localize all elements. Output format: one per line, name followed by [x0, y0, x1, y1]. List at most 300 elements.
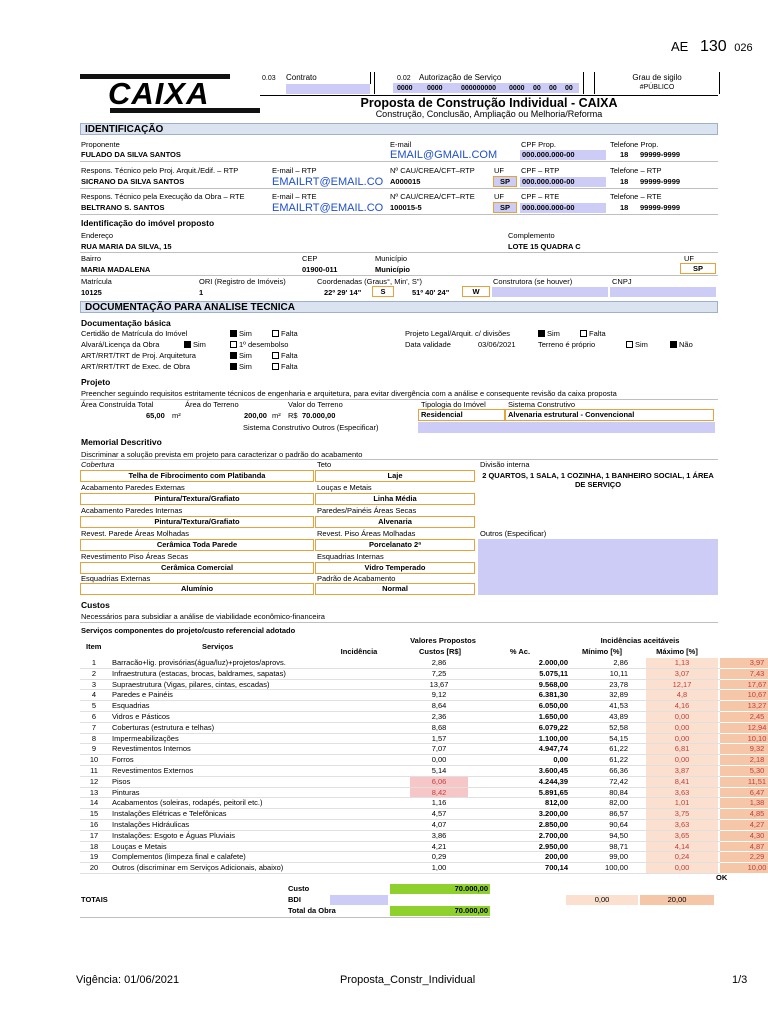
cell-incidencia[interactable]: 8,42 — [410, 788, 468, 798]
tel-prop-ddd[interactable]: 18 — [620, 150, 629, 159]
memorial-desc: Discriminar a solução prevista em projeto para caracterizar o padrão do acabamento — [81, 450, 363, 459]
servicos-title: Serviços componentes do projeto/custo referencial adotado — [81, 626, 296, 635]
coord-label: Coordenadas (Graus°, Min', S") — [317, 277, 423, 286]
lon-dir[interactable]: W — [462, 286, 490, 297]
cau-rte-value[interactable]: 100015-5 — [390, 203, 422, 212]
cell-servico: Vidros e Pásticos — [112, 712, 170, 721]
cell-custo[interactable]: 6.079,22 — [538, 722, 568, 732]
table-row — [80, 841, 765, 853]
col-min-header: Mínimo [%] — [582, 647, 622, 656]
projeto-legal-sim[interactable] — [538, 329, 560, 338]
cell-custo[interactable]: 2.950,00 — [538, 841, 568, 851]
autorizacao-part: 0000 — [397, 85, 413, 92]
cell-custo[interactable]: 4.947,74 — [538, 744, 568, 754]
cell-max: 2,45 — [720, 712, 768, 722]
cell-item: 12 — [89, 776, 99, 786]
projeto-legal-falta[interactable] — [580, 329, 606, 338]
tel-rtp-value[interactable]: 99999-9999 — [640, 177, 681, 186]
cell-custo[interactable]: 0,00 — [553, 755, 568, 765]
esq-int-value[interactable]: Vidro Temperado — [315, 562, 475, 574]
cell-incidencia[interactable]: 7,07 — [431, 744, 447, 754]
cell-custo[interactable]: 3.600,45 — [538, 766, 568, 775]
cell-incidencia[interactable]: 3,86 — [431, 830, 447, 840]
col-incidencia-header: Incidência — [340, 647, 378, 656]
cau-rtp-value[interactable]: A000015 — [390, 177, 421, 186]
cell-servico: Louças e Metais — [112, 841, 167, 851]
cell-incidencia[interactable]: 0,00 — [431, 755, 447, 765]
col-max-header: Máximo [%] — [656, 647, 698, 656]
cell-incidencia[interactable]: 4,07 — [431, 820, 447, 829]
area-construida-unit: m² — [172, 411, 181, 420]
checkbox-checked-icon — [230, 352, 237, 359]
cell-servico: Supraestrutura (Vigas, pilares, cintas, escadas) — [112, 679, 270, 689]
data-validade-value[interactable]: 03/06/2021 — [478, 340, 516, 349]
endereco-label: Endereço — [81, 231, 114, 240]
alvara-primeiro-desembolso[interactable] — [230, 340, 288, 349]
custos-title: Custos — [81, 600, 110, 610]
ori-value[interactable]: 1 — [199, 288, 204, 297]
cell-min: 3,63 — [646, 820, 718, 830]
table-row — [80, 809, 765, 820]
esq-int-label: Esquadrias Internas — [317, 552, 384, 561]
certidao-sim[interactable] — [230, 329, 252, 338]
cell-pct: 43,89 — [609, 712, 628, 721]
cell-custo[interactable]: 9.568,00 — [538, 679, 568, 689]
email-rtp-value[interactable]: EMAILRT@EMAIL.CO — [272, 176, 384, 188]
cpf-prop-label: CPF Prop. — [521, 140, 557, 149]
email-rte-label: E-mail – RTE — [272, 192, 317, 201]
cell-custo[interactable]: 2.700,00 — [538, 830, 568, 840]
matricula-label: Matrícula — [81, 277, 112, 286]
tel-rte-value[interactable]: 99999-9999 — [640, 203, 681, 212]
primeiro-desembolso-label: 1º desembolso — [239, 340, 289, 349]
cau-rte-label: Nº CAU/CREA/CFT–RTE — [390, 192, 475, 201]
paredes-paineis-value[interactable]: Alvenaria — [315, 516, 475, 528]
checkbox-icon — [230, 341, 237, 348]
esq-ext-value[interactable]: Alumínio — [80, 583, 314, 595]
cell-incidencia[interactable]: 1,16 — [431, 798, 447, 808]
cell-item: 1 — [91, 658, 97, 667]
cell-item: 6 — [91, 712, 97, 721]
sigilo-label: Grau de sigilo — [632, 73, 682, 82]
tel-rtp-label: Telefone – RTP — [610, 166, 662, 175]
tel-prop-value[interactable]: 99999-9999 — [640, 150, 681, 159]
sistema-value[interactable]: Alvenaria estrutural - Convencional — [505, 409, 714, 421]
autorizacao-field — [374, 72, 584, 94]
cell-incidencia[interactable]: 9,12 — [431, 690, 447, 700]
caixa-logo — [80, 72, 260, 114]
proponente-value[interactable]: FULADO DA SILVA SANTOS — [81, 150, 181, 159]
lon-value[interactable]: 51º 40' 24" — [412, 288, 450, 297]
sigilo-value: #PÚBLICO — [639, 84, 675, 91]
cell-incidencia[interactable]: 8,68 — [431, 722, 447, 732]
rtp-value[interactable]: SICRANO DA SILVA SANTOS — [81, 177, 185, 186]
rte-value[interactable]: BELTRANO S. SANTOS — [81, 203, 165, 212]
valor-terreno-rs: R$ — [288, 411, 298, 420]
divisao-value[interactable]: 2 QUARTOS, 1 SALA, 1 COZINHA, 1 BANHEIRO SOCIAL, 1 ÁREA DE SERVIÇO — [482, 471, 714, 489]
cell-item: 3 — [91, 679, 97, 689]
cell-incidencia[interactable]: 2,86 — [431, 658, 447, 667]
padrao-value[interactable]: Normal — [315, 583, 475, 595]
cell-max: 11,51 — [720, 777, 768, 787]
cell-item: 5 — [91, 701, 97, 711]
custos-desc: Necessários para subsidiar a análise de viabilidade econômico-financeira — [81, 612, 325, 621]
cell-custo[interactable]: 700,14 — [545, 863, 568, 873]
cell-min: 1,01 — [646, 798, 718, 808]
area-terreno-value[interactable]: 200,00 — [244, 411, 267, 420]
cell-max: 7,43 — [720, 669, 768, 679]
table-row — [80, 852, 765, 863]
checkbox-checked-icon — [230, 363, 237, 370]
art-exec-label: ART/RRT/TRT de Exec. de Obra — [81, 362, 191, 371]
area-construida-value[interactable]: 65,00 — [146, 411, 165, 420]
table-row — [80, 679, 767, 691]
cell-pct: 86,57 — [609, 809, 628, 819]
esq-ext-label: Esquadrias Externas — [81, 574, 151, 583]
cell-custo[interactable]: 3.200,00 — [538, 809, 568, 819]
cell-pct: 32,89 — [609, 690, 628, 700]
revest-piso-secas-value[interactable]: Cerâmica Comercial — [80, 562, 314, 574]
cell-incidencia[interactable]: 4,57 — [431, 809, 447, 819]
cell-incidencia[interactable]: 7,25 — [431, 668, 447, 678]
cell-custo[interactable]: 200,00 — [545, 852, 568, 862]
cell-item: 18 — [89, 841, 99, 851]
construtora-label: Construtora (se houver) — [493, 277, 573, 286]
contrato-code: 0.03 — [262, 75, 276, 82]
cell-pct: 66,36 — [609, 766, 628, 775]
divisao-label: Divisão interna — [480, 460, 530, 469]
outros-label: Outros (Especificar) — [480, 529, 547, 538]
doc-code — [671, 38, 753, 56]
cell-min: 3,65 — [646, 831, 718, 841]
area-terreno-label: Área do Terreno — [185, 400, 239, 409]
cell-servico: Revestimentos Internos — [112, 744, 191, 754]
complemento-label: Complemento — [508, 231, 555, 240]
checkbox-icon — [272, 330, 279, 337]
cobertura-value[interactable]: Telha de Fibrocimento com Platibanda — [80, 470, 314, 482]
footer-vigencia: Vigência: 01/06/2021 — [76, 974, 180, 986]
cell-pct: 10,11 — [609, 668, 628, 678]
cpf-rtp-value[interactable]: 000.000.000-00 — [520, 177, 606, 187]
rte-label: Respons. Técnico pela Execução da Obra – RTE — [81, 192, 245, 201]
acab-ext-value[interactable]: Pintura/Textura/Grafiato — [80, 493, 314, 505]
uf-rte-label: UF — [494, 192, 504, 201]
checkbox-checked-icon — [670, 341, 677, 348]
art-exec-falta[interactable] — [272, 362, 298, 371]
page-title: Proposta de Construção Individual - CAIXA — [360, 96, 618, 110]
sistema-outros-input[interactable] — [418, 422, 715, 433]
cell-custo[interactable]: 2.000,00 — [538, 658, 568, 667]
autorizacao-input[interactable] — [393, 83, 579, 93]
cell-min: 4,16 — [646, 701, 718, 711]
cell-servico: Impermeabilizações — [112, 733, 179, 743]
section-documentacao: DOCUMENTAÇÃO PARA ANALISE TECNICA — [80, 301, 718, 313]
cell-servico: Paredes e Painéis — [112, 690, 173, 700]
email-value[interactable]: EMAIL@GMAIL.COM — [390, 149, 498, 161]
tipologia-label: Tipologia do Imóvel — [421, 400, 486, 409]
table-row — [80, 722, 767, 734]
cell-max: 4,85 — [720, 809, 768, 819]
cell-item: 11 — [90, 766, 98, 775]
cell-pct: 99,00 — [609, 852, 628, 862]
uf-rtp-label: UF — [494, 166, 504, 175]
bdi-max: 20,00 — [640, 895, 714, 905]
cell-item: 2 — [91, 668, 97, 678]
alvara-label: Alvará/Licença da Obra — [81, 340, 160, 349]
rtp-label: Respons. Técnico pelo Proj. Arquit./Edif. – RTP — [81, 166, 239, 175]
cell-incidencia[interactable]: 1,00 — [431, 863, 447, 873]
autorizacao-part: 000000000 — [461, 85, 497, 92]
construtora-input[interactable] — [492, 287, 608, 297]
col-valores-header: Valores Propostos — [410, 636, 476, 645]
table-row — [80, 744, 765, 755]
loucas-value[interactable]: Linha Média — [315, 493, 475, 505]
falta-label: Falta — [281, 329, 298, 338]
cell-pct: 98,71 — [609, 841, 628, 851]
table-row — [80, 690, 767, 701]
tel-rte-ddd[interactable]: 18 — [620, 203, 629, 212]
sistema-outros-label: Sistema Construtivo Outros (Especificar) — [243, 423, 379, 432]
table-row — [80, 658, 765, 669]
cell-custo[interactable]: 1.650,00 — [538, 712, 568, 721]
cell-max: 13,27 — [720, 701, 768, 711]
cell-incidencia[interactable]: 5,14 — [431, 766, 447, 775]
endereco-value[interactable]: RUA MARIA DA SILVA, 15 — [81, 242, 172, 251]
autorizacao-part: 0000 — [427, 85, 443, 92]
cell-item: 15 — [89, 809, 99, 819]
cell-item: 7 — [91, 722, 97, 732]
matricula-value[interactable]: 10125 — [81, 288, 102, 297]
contrato-field — [262, 72, 371, 84]
sim-label: Sim — [239, 362, 252, 371]
valor-terreno-label: Valor do Terreno — [288, 400, 343, 409]
cpf-rtp-label: CPF – RTP — [521, 166, 560, 175]
cell-servico: Barracão+lig. provisórias(água/luz)+projetos/aprovs. — [112, 658, 286, 667]
uf-imovel-value[interactable]: SP — [680, 263, 716, 274]
table-row — [80, 798, 765, 809]
col-servicos-header: Serviços — [202, 642, 234, 651]
area-terreno-unit: m² — [272, 411, 281, 420]
table-row — [80, 863, 767, 874]
cell-custo[interactable]: 1.100,00 — [538, 733, 568, 743]
cell-max: 10,10 — [720, 734, 768, 744]
cep-label: CEP — [302, 254, 318, 263]
cell-max: 4,87 — [720, 842, 768, 852]
contrato-label: Contrato — [286, 73, 317, 82]
cell-min: 6,81 — [646, 744, 718, 754]
cnpj-input[interactable] — [610, 287, 716, 297]
cell-custo[interactable]: 2.850,00 — [538, 820, 568, 829]
cell-custo[interactable]: 5.891,65 — [538, 787, 568, 797]
lat-dir[interactable]: S — [372, 286, 394, 297]
cpf-rte-value[interactable]: 000.000.000-00 — [520, 203, 606, 213]
cell-servico: Instalações Elétricas e Telefônicas — [112, 809, 227, 819]
bdi-min: 0,00 — [566, 895, 638, 905]
cell-incidencia[interactable]: 1,57 — [431, 733, 447, 743]
municipio-value[interactable]: Município — [375, 265, 410, 274]
cell-max: 2,18 — [720, 755, 768, 765]
tel-rtp-ddd[interactable]: 18 — [620, 177, 629, 186]
sim-label: Sim — [193, 340, 206, 349]
falta-label: Falta — [589, 329, 606, 338]
projeto-title: Projeto — [81, 377, 111, 387]
memorial-title: Memorial Descritivo — [81, 437, 162, 447]
cell-incidencia[interactable]: 6,06 — [410, 777, 468, 787]
padrao-label: Padrão de Acabamento — [317, 574, 396, 583]
sim-label: Sim — [635, 340, 648, 349]
cell-servico: Instalações: Esgoto e Águas Pluviais — [112, 830, 235, 840]
col-aceitaveis-header: Incidências aceitáveis — [600, 636, 680, 645]
cell-pct: 2,86 — [613, 658, 628, 667]
cell-min: 4,14 — [646, 842, 718, 852]
lat-value[interactable]: 22º 29' 14" — [324, 288, 362, 297]
table-row — [80, 830, 765, 842]
cpf-prop-value[interactable]: 000.000.000-00 — [520, 150, 606, 160]
complemento-value[interactable]: LOTE 15 QUADRA C — [508, 242, 581, 251]
col-item-header: Item — [86, 642, 102, 651]
caixa-logo-text: CAIXA — [108, 76, 210, 111]
uf-imovel-label: UF — [684, 254, 694, 263]
acab-int-value[interactable]: Pintura/Textura/Grafiato — [80, 516, 314, 528]
cell-servico: Pisos — [112, 776, 131, 786]
cell-max: 17,67 — [720, 680, 768, 690]
cell-servico: Complementos (limpeza final e calafete) — [112, 852, 246, 862]
col-custos-header: Custos [R$] — [418, 647, 462, 656]
sim-label: Sim — [547, 329, 560, 338]
cell-min: 8,41 — [646, 777, 718, 787]
cell-custo[interactable]: 4.244,39 — [538, 776, 568, 786]
art-proj-falta[interactable] — [272, 351, 298, 360]
cell-max: 1,38 — [720, 798, 768, 808]
proponente-label: Proponente — [81, 140, 120, 149]
checkbox-checked-icon — [538, 330, 545, 337]
terreno-proprio-label: Terreno é próprio — [538, 340, 596, 349]
cell-servico: Coberturas (estrutura e telhas) — [112, 722, 215, 732]
uf-rtp-value[interactable]: SP — [493, 176, 517, 187]
art-exec-sim[interactable] — [230, 362, 252, 371]
cell-incidencia[interactable]: 13,67 — [429, 679, 449, 689]
cell-max: 10,00 — [720, 863, 768, 873]
alvara-sim[interactable] — [184, 340, 206, 349]
page-subtitle: Construção, Conclusão, Ampliação ou Melhoria/Reforma — [375, 109, 603, 119]
checkbox-icon — [580, 330, 587, 337]
cell-item: 4 — [91, 690, 97, 700]
cell-min: 0,00 — [646, 863, 718, 873]
cell-item: 9 — [91, 744, 97, 754]
email-label: E-mail — [390, 140, 412, 149]
certidao-falta[interactable] — [272, 329, 298, 338]
loucas-label: Louças e Metais — [317, 483, 372, 492]
teto-label: Teto — [317, 460, 332, 469]
data-validade-label: Data validade — [405, 340, 451, 349]
checkbox-icon — [272, 363, 279, 370]
cell-pct: 23,78 — [609, 679, 628, 689]
cau-rtp-label: Nº CAU/CREA/CFT–RTP — [390, 166, 475, 175]
contrato-input[interactable] — [286, 84, 370, 94]
art-proj-sim[interactable] — [230, 351, 252, 360]
cell-max: 4,27 — [720, 820, 768, 830]
cell-custo[interactable]: 6.381,30 — [538, 690, 568, 700]
sistema-label: Sistema Construtivo — [508, 400, 576, 409]
revest-parede-value[interactable]: Cerâmica Toda Parede — [80, 539, 314, 551]
cell-min: 3,75 — [646, 809, 718, 819]
cell-max: 2,29 — [720, 852, 768, 862]
cell-pct: 72,42 — [609, 776, 628, 786]
acab-ext-label: Acabamento Paredes Externas — [81, 483, 185, 492]
table-row — [80, 787, 765, 799]
uf-rte-value[interactable]: SP — [493, 202, 517, 213]
checkbox-checked-icon — [230, 330, 237, 337]
cell-pct: 100,00 — [605, 863, 628, 873]
cell-servico: Acabamentos (soleiras, rodapés, peitoril etc.) — [112, 798, 263, 808]
table-row — [80, 712, 765, 723]
bdi-input[interactable] — [330, 895, 388, 905]
terreno-proprio-sim[interactable] — [626, 340, 648, 349]
autorizacao-part: 0000 — [509, 85, 525, 92]
email-rte-value[interactable]: EMAILRT@EMAIL.CO — [272, 202, 384, 214]
imovel-title: Identificação do imóvel proposto — [81, 218, 215, 228]
table-row — [80, 668, 765, 680]
totais-label: TOTAIS — [81, 895, 108, 904]
cell-item: 16 — [89, 820, 99, 829]
revest-piso-molh-value[interactable]: Porcelanato 2ª — [315, 539, 475, 551]
cell-max: 12,94 — [720, 723, 768, 733]
table-row — [80, 755, 765, 766]
cobertura-label: Cobertura — [81, 460, 115, 469]
projeto-legal-label: Projeto Legal/Arquit. c/ divisões — [405, 329, 511, 338]
doc-code-prefix: AE — [671, 39, 689, 54]
paredes-paineis-label: Paredes/Painéis Áreas Secas — [317, 506, 417, 515]
cell-max: 10,67 — [720, 690, 768, 700]
cell-pct: 54,15 — [609, 733, 628, 743]
autorizacao-label: Autorização de Serviço — [419, 73, 502, 82]
teto-value[interactable]: Laje — [315, 470, 475, 482]
checkbox-icon — [272, 352, 279, 359]
cell-custo[interactable]: 812,00 — [545, 798, 568, 808]
cell-custo[interactable]: 5.075,11 — [539, 668, 568, 678]
table-row — [80, 701, 767, 712]
terreno-proprio-nao[interactable] — [670, 340, 693, 349]
bdi-label: BDI — [288, 895, 301, 904]
bairro-value[interactable]: MARIA MADALENA — [81, 265, 151, 274]
cell-servico: Esquadrias — [112, 701, 150, 711]
cell-pct: 90,64 — [609, 820, 628, 829]
cell-servico: Infraestrutura (estacas, brocas, baldrames, sapatas) — [112, 668, 286, 678]
email-rtp-label: E-mail – RTP — [272, 166, 317, 175]
cell-custo[interactable]: 6.050,00 — [538, 701, 568, 711]
cell-incidencia[interactable]: 8,64 — [431, 701, 447, 711]
tipologia-value[interactable]: Residencial — [418, 409, 505, 421]
cep-value[interactable]: 01900-011 — [302, 265, 338, 274]
table-row — [80, 820, 765, 831]
cell-item: 13 — [89, 787, 99, 797]
municipio-label: Município — [375, 254, 408, 263]
outros-input[interactable] — [478, 539, 718, 595]
total-obra-value: 70.000,00 — [390, 906, 490, 916]
nao-label: Não — [679, 340, 693, 349]
cell-incidencia[interactable]: 2,36 — [431, 712, 447, 721]
valor-terreno-value[interactable]: 70.000,00 — [302, 411, 336, 420]
doc-code-suffix: 026 — [734, 42, 753, 54]
cell-incidencia[interactable]: 0,29 — [431, 852, 447, 862]
cell-incidencia[interactable]: 4,21 — [431, 841, 447, 851]
tel-rte-label: Telefone – RTE — [610, 192, 662, 201]
doc-basica-title: Documentação básica — [81, 318, 171, 328]
cell-item: 17 — [89, 830, 99, 840]
table-row — [80, 766, 765, 777]
cell-item: 10 — [89, 755, 99, 765]
projeto-desc: Preencher seguindo requisitos estritamente técnicos de engenharia e arquitetura, para evitar divergência com a análise e consequente revisão da caixa proposta — [81, 389, 617, 398]
